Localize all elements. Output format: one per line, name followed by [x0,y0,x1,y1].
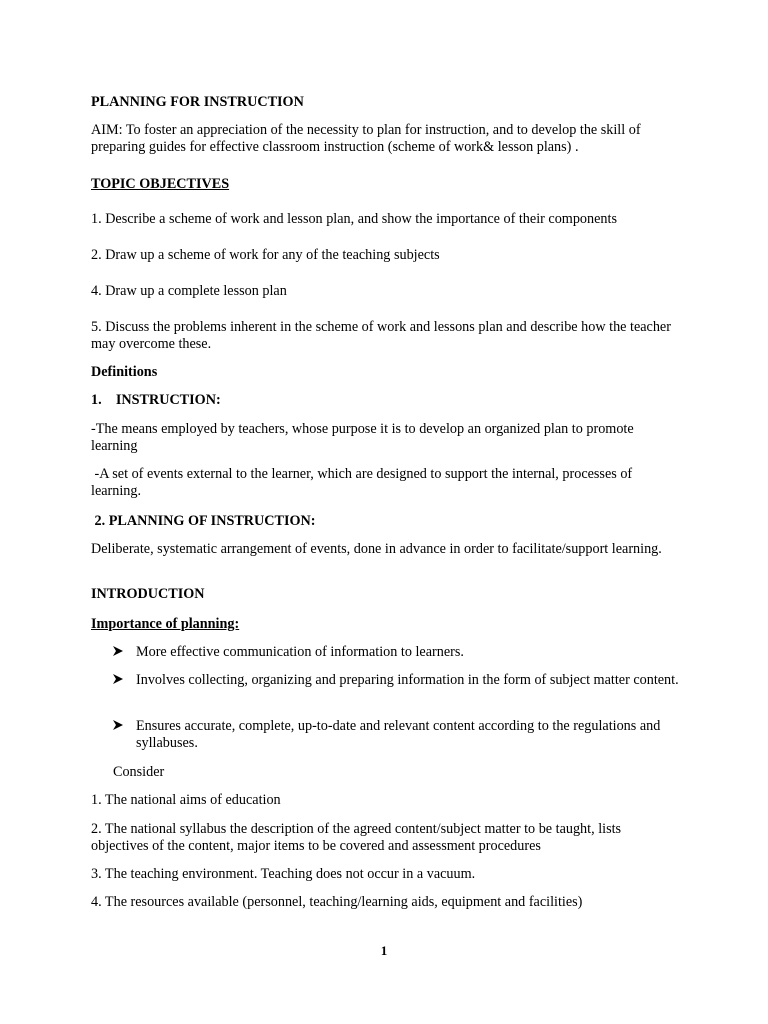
consider-item: 4. The resources available (personnel, teaching/learning aids, equipment and facilities) [91,894,583,910]
introduction-heading: INTRODUCTION [91,586,205,602]
importance-of-planning-heading: Importance of planning: [91,616,240,632]
planning-definition: Deliberate, systematic arrangement of events, done in advance in order to facilitate/support learning. [91,541,662,557]
topic-objectives-heading: TOPIC OBJECTIVES [91,176,230,192]
aim-paragraph: AIM: To foster an appreciation of the necessity to plan for instruction, and to develop the skill of preparing guides for effective classroom instruction (scheme of work& lesson plans) . [91,122,641,155]
objective-item: 2. Draw up a scheme of work for any of the teaching subjects [91,247,440,263]
importance-item-text: Involves collecting, organizing and preparing information in the form of subject matter content. [136,672,679,688]
consider-item: 3. The teaching environment. Teaching does not occur in a vacuum. [91,866,476,882]
arrowhead-bullet-icon [112,645,124,657]
instruction-heading: 1. INSTRUCTION: [91,392,221,408]
document-title: PLANNING FOR INSTRUCTION [91,94,304,110]
importance-item-text: Ensures accurate, complete, up-to-date and relevant content according to the regulations and syllabuses. [136,718,661,751]
arrowhead-bullet-icon [112,719,124,731]
objective-item: 4. Draw up a complete lesson plan [91,283,287,299]
consider-item: 2. The national syllabus the description of the agreed content/subject matter to be taught, lists objectives of the content, major items to be covered and assessment procedures [91,821,622,854]
consider-label: Consider [113,764,165,780]
objective-item: 1. Describe a scheme of work and lesson plan, and show the importance of their components [91,211,617,227]
consider-item: 1. The national aims of education [91,792,281,808]
objective-item: 5. Discuss the problems inherent in the scheme of work and lessons plan and describe how the teacher may overcome these. [91,319,671,352]
arrowhead-bullet-icon [112,673,124,685]
definitions-heading: Definitions [91,364,158,380]
instruction-definition: -The means employed by teachers, whose purpose it is to develop an organized plan to promote learning [91,421,634,454]
importance-item-text: More effective communication of information to learners. [136,644,464,660]
instruction-definition: -A set of events external to the learner, which are designed to support the internal, processes of learning. [91,466,636,499]
page-number: 1 [380,943,388,958]
planning-of-instruction-heading: 2. PLANNING OF INSTRUCTION: [91,513,316,529]
